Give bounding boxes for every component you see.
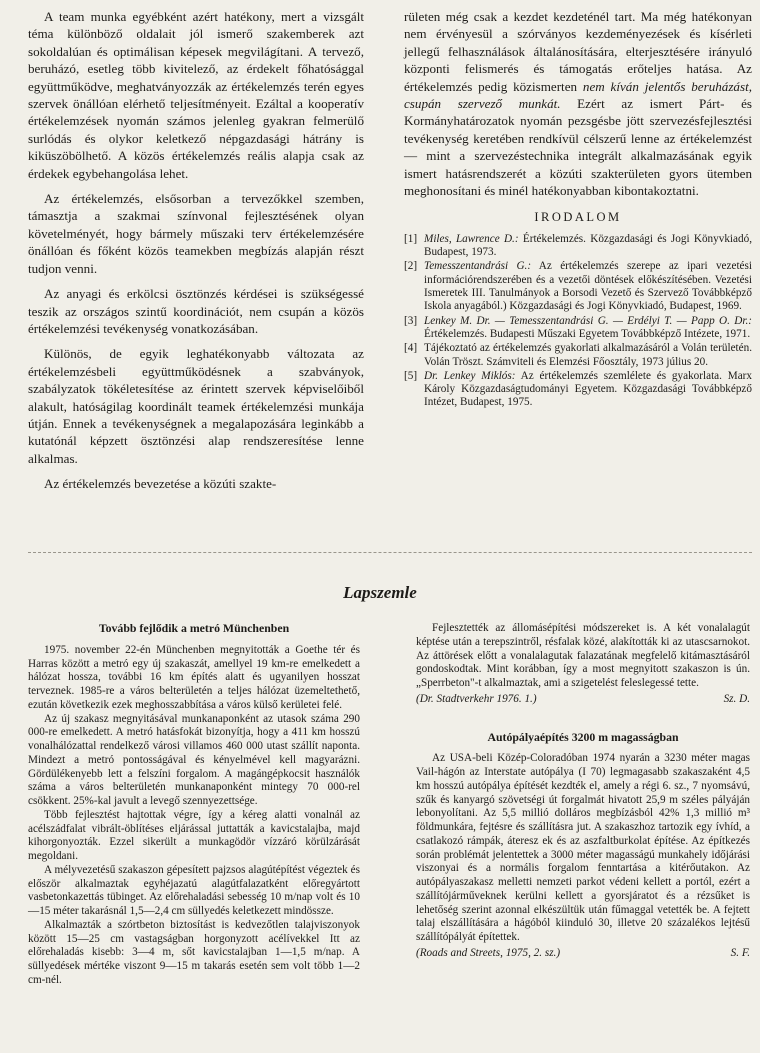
reference-number: [4] xyxy=(404,342,418,355)
reference-author: Lenkey M. Dr. — Temesszentandrási G. — Erdélyi T. — Papp O. Dr.: xyxy=(424,314,752,327)
reference-text xyxy=(424,260,752,313)
reference-item xyxy=(404,315,752,342)
paragraph: Az értékelemzés bevezetése a közúti szakte- xyxy=(44,476,277,492)
reference-body: Értékelemzés. Közgazdasági és Jogi Könyvkiadó, Budapest, 1973. xyxy=(424,232,752,259)
article-title: Autópályaépítés 3200 m magasságban xyxy=(487,729,679,744)
reference-number: [3] xyxy=(404,314,418,327)
reference-body: Értékelemzés. Budapesti Műszaki Egyetem Továbbképző Intézete, 1971. xyxy=(424,327,751,340)
section-divider xyxy=(28,552,752,553)
reference-number: [2] xyxy=(404,260,418,273)
text-run: Ezért az ismert Párt- és Kormányhatározatok nyomán pezsgésbe jött szervezésfejlesztési tevékenység keretében rendkívül célszerű lenne az értékelemzést — mint a szervezéstechnika integrált alkalmazásának egyik ismert hatásrendszerét a közúti szakterületen gyors ütemben meghonosítani és minél hatékonyabban kibontakoztatni. xyxy=(404,96,752,199)
references-heading: IRODALOM xyxy=(534,210,622,225)
reference-text xyxy=(424,315,752,342)
paragraph: Az USA-beli Közép-Coloradóban 1974 nyarán a 3230 méter magas Vail-hágón az Interstate autópálya (I 70) legmagasabb szakaszaként 4,5 km hosszú autópálya építését kezdték el, amely a régi 6. sz., 7 nyomsávú, szűk és kanyargó szövetségi út forgalmát hivatott 25,9 m széles pályáján lebonyolítani. Az 5,5 millió dolláros megbízásból 42% 1,3 millió m³ földmunkára, fejtésre és szállításra jut. A szakaszhoz tartozik egy ívhíd, a csatlakozó rámpák, áteresz ek és az aszfaltburkolat építése. Az építkezés során problémát jelentettek a 3000 méter magasságú munkahely időjárási viszonyai és a normális forgalom fenntartása a kitérőutakon. Az autópályaszakasz melletti nemzeti parkot védeni kellett a portól, ezért a szállítójárműveknek kerülni kellett a gyorsjáratot és a rézsűket is lehetőség szerint azonnal elkészültük után fűmaggal vetették be. A fejtett talaj elszállítására a hágóból kiinduló 30, illetve 20 százalékos lejtésű szállítópályát építettek. xyxy=(416,752,750,943)
paragraph: A team munka egyébként azért hatékony, mert a vizsgált téma különböző oldalait jól ismerő szakemberek azt sokoldalúan és optimálisan képesek megvilágítani. A tervező, beruházó, esetleg több kivitelező, az érdekelt főhatósággal együttműködve, meghatványozzák az értékelemzés terén egyes szervek önállóan elérhető teljesítményeit. Ezáltal a kooperatív értékelemzések nyomán számos jelenleg gyakran felmerülő surlódás és olykor keletkező népgazdasági hátrány is kiküszöbölhető. A közös értékelemzés reális alapja csak az érdekek egybehangolása lehet. xyxy=(28,9,364,181)
reference-body: Tájékoztató az értékelemzés gyakorlati alkalmazásáról a Volán területén. Volán Tröszt. Számviteli és Elemzési Főosztály, 1973 július 20. xyxy=(424,342,752,368)
text-run: rületen még csak a kezdet kezdeténél tart. Ma még hatékonyan nem érvényesül a szórványos kezdeményezések és kísérleti jellegű felhasználások általánosítására, elterjesztésére irányuló központi felismerés és támogatás erőteljes hatása. Az értékelemzés pedig közismerten xyxy=(404,9,752,94)
reference-text xyxy=(424,233,752,260)
reference-item xyxy=(404,260,752,313)
reference-item xyxy=(404,342,752,369)
italic-emphasis: nem kíván jelentős beruházást, csupán szervező munkát. xyxy=(404,78,752,112)
column-2-body xyxy=(404,8,752,411)
paragraph: Az értékelemzés, elsősorban a tervezőkkel szemben, támasztja a szakmai színvonal fejlesztésének olyan követelményét, hogy bármely műszaki terv értékelemzésére önállóan és főként közös teamekben megbízás alapján részt tudjon venni. xyxy=(28,191,364,276)
paragraph: A mélyvezetésű szakaszon gépesített pajzsos alagútépítést végeztek és először alkalmaztak egyhéjazatú alagútfalazatként előregyártott vasbetonkazettás tübinget. Az előrehaladási sebesség 10 m/nap volt és 10—15 méter takarásnál 1,5—2,4 cm süllyedés keletkezett mindössze. xyxy=(28,863,360,917)
article-title: Tovább fejlődik a metró Münchenben xyxy=(98,621,290,635)
reference-number: [5] xyxy=(404,369,418,382)
section-title: Lapszemle xyxy=(343,583,417,602)
paragraph: Az új szakasz megnyitásával munkanaponként az utasok száma 290 000-re emelkedett. A metró hatásfokát bizonyítja, hogy a 411 km hosszú vonalhálózattal rendelkező városi villamos 460 000 utast szállít naponta. Mindezt a metró pontosságával és kényelmével kell magyarázni. Gördülékenyebb lett a felszíni forgalom. A magángépkocsit használók száma a város belterületén munkanaponként mintegy 70 000-rel csökkent. 25%-kal javult a levegő szennyezettsége. xyxy=(28,712,360,807)
article-source-line xyxy=(416,947,750,961)
paragraph: Különös, de egyik leghatékonyabb változata az értékelemzésbeli együttműködésnek a szabványok, szabályzatok tökéletesítése az érintett szervek képviselőiből alakult, hatóságilag koordinált teamek értékelemzési munkája útján. Ennek a tevékenységnek a megalapozására leginkább a kutatónál képzett ösztönzési alap rendszeresítése lenne alkalmas. xyxy=(28,346,364,466)
paragraph-continued xyxy=(404,8,752,199)
article-column-right xyxy=(416,622,750,961)
references-list xyxy=(404,233,752,410)
paragraph: Fejlesztették az állomásépítési módszereket is. A két vonalalagút képtése után a terepszintről, résfalak közé, alakították ki az utascsarnokot. Az áttörések előtt a vonalalagutak falazatának megfelelő kitámasztásáról gondoskodtak. Mint korábban, így a most megnyitott szakaszon is ún. „Sperrbeton"-t alkalmaztak, ami a szigetelést feleslegessé tette. xyxy=(416,622,750,689)
paragraph: Az anyagi és erkölcsi ösztönzés kérdései is szükségessé teszik az országos szintű koordinációt, nem csupán a közös értékelemzési tevékenység vonatkozásában. xyxy=(28,286,364,336)
column-1-body xyxy=(28,8,364,501)
article-signature: S. F. xyxy=(730,946,750,959)
paragraph: 1975. november 22-én Münchenben megnyitották a Goethe tér és Harras között a metró egy új szakaszát, amellyel 19 km-re emelkedett a hálózat hossza, további 16 km építés alatt és ugyanilyen hosszat terveznek. 1985-re a város belterületén a teljes hálózat üzemeltethető, ezután következik ezek meghosszabbítása a város külső kerületei felé. xyxy=(28,643,360,711)
article-signature: Sz. D. xyxy=(723,692,750,705)
reference-body: Az értékelemzés szerepe az ipari vezetési információrendszerében és a vezetői döntések előkészítésében. Vezetési Ismeretek III. Tanulmányok a Borsodi Vezető és Szervező Továbbképző Iskola anyagából.) Közgazdasági és Jogi Könyvkiadó, Budapest, 1969. xyxy=(424,260,752,313)
reference-author: Dr. Lenkey Miklós: xyxy=(424,369,516,382)
reference-item xyxy=(404,370,752,410)
article-metro xyxy=(28,622,360,988)
reference-author: Temesszentandrási G.: xyxy=(424,260,532,273)
paragraph: Több fejlesztést hajtottak végre, így a kéreg alatti vonalnál az acélszádfalat vibrált-öblítéses eljárással juttatták a kavicstalajba, majd kihorgonyozták. Ezzel sikerült a munkagödör vízzáró körülzárását megoldani. xyxy=(28,808,360,862)
reference-author: Miles, Lawrence D.: xyxy=(424,232,519,245)
reference-item xyxy=(404,233,752,260)
reference-text xyxy=(424,370,752,410)
article-source: (Dr. Stadtverkehr 1976. 1.) xyxy=(416,692,537,705)
article-source-line xyxy=(416,693,750,707)
reference-body: Az értékelemzés szemlélete és gyakorlata. Marx Károly Közgazdaságtudományi Egyetem. Közgazdasági Továbbképző Intézet, Budapest, 1975. xyxy=(424,369,752,409)
article-source: (Roads and Streets, 1975, 2. sz.) xyxy=(416,946,561,959)
reference-text xyxy=(424,342,752,369)
paragraph: Alkalmazták a szórtbeton biztosítást is kedvezőtlen talajviszonyok között 15—25 cm vastagságban horgonyzott acélívekkel Itt az előrehaladás kisebb: 3—4 m, sőt kavicstalajban 1—1,5 m/nap. A süllyedések mértéke viszont 9—15 m takarás esetén sem volt több 1—2 cm-nél. xyxy=(28,918,360,986)
reference-number: [1] xyxy=(404,232,418,245)
